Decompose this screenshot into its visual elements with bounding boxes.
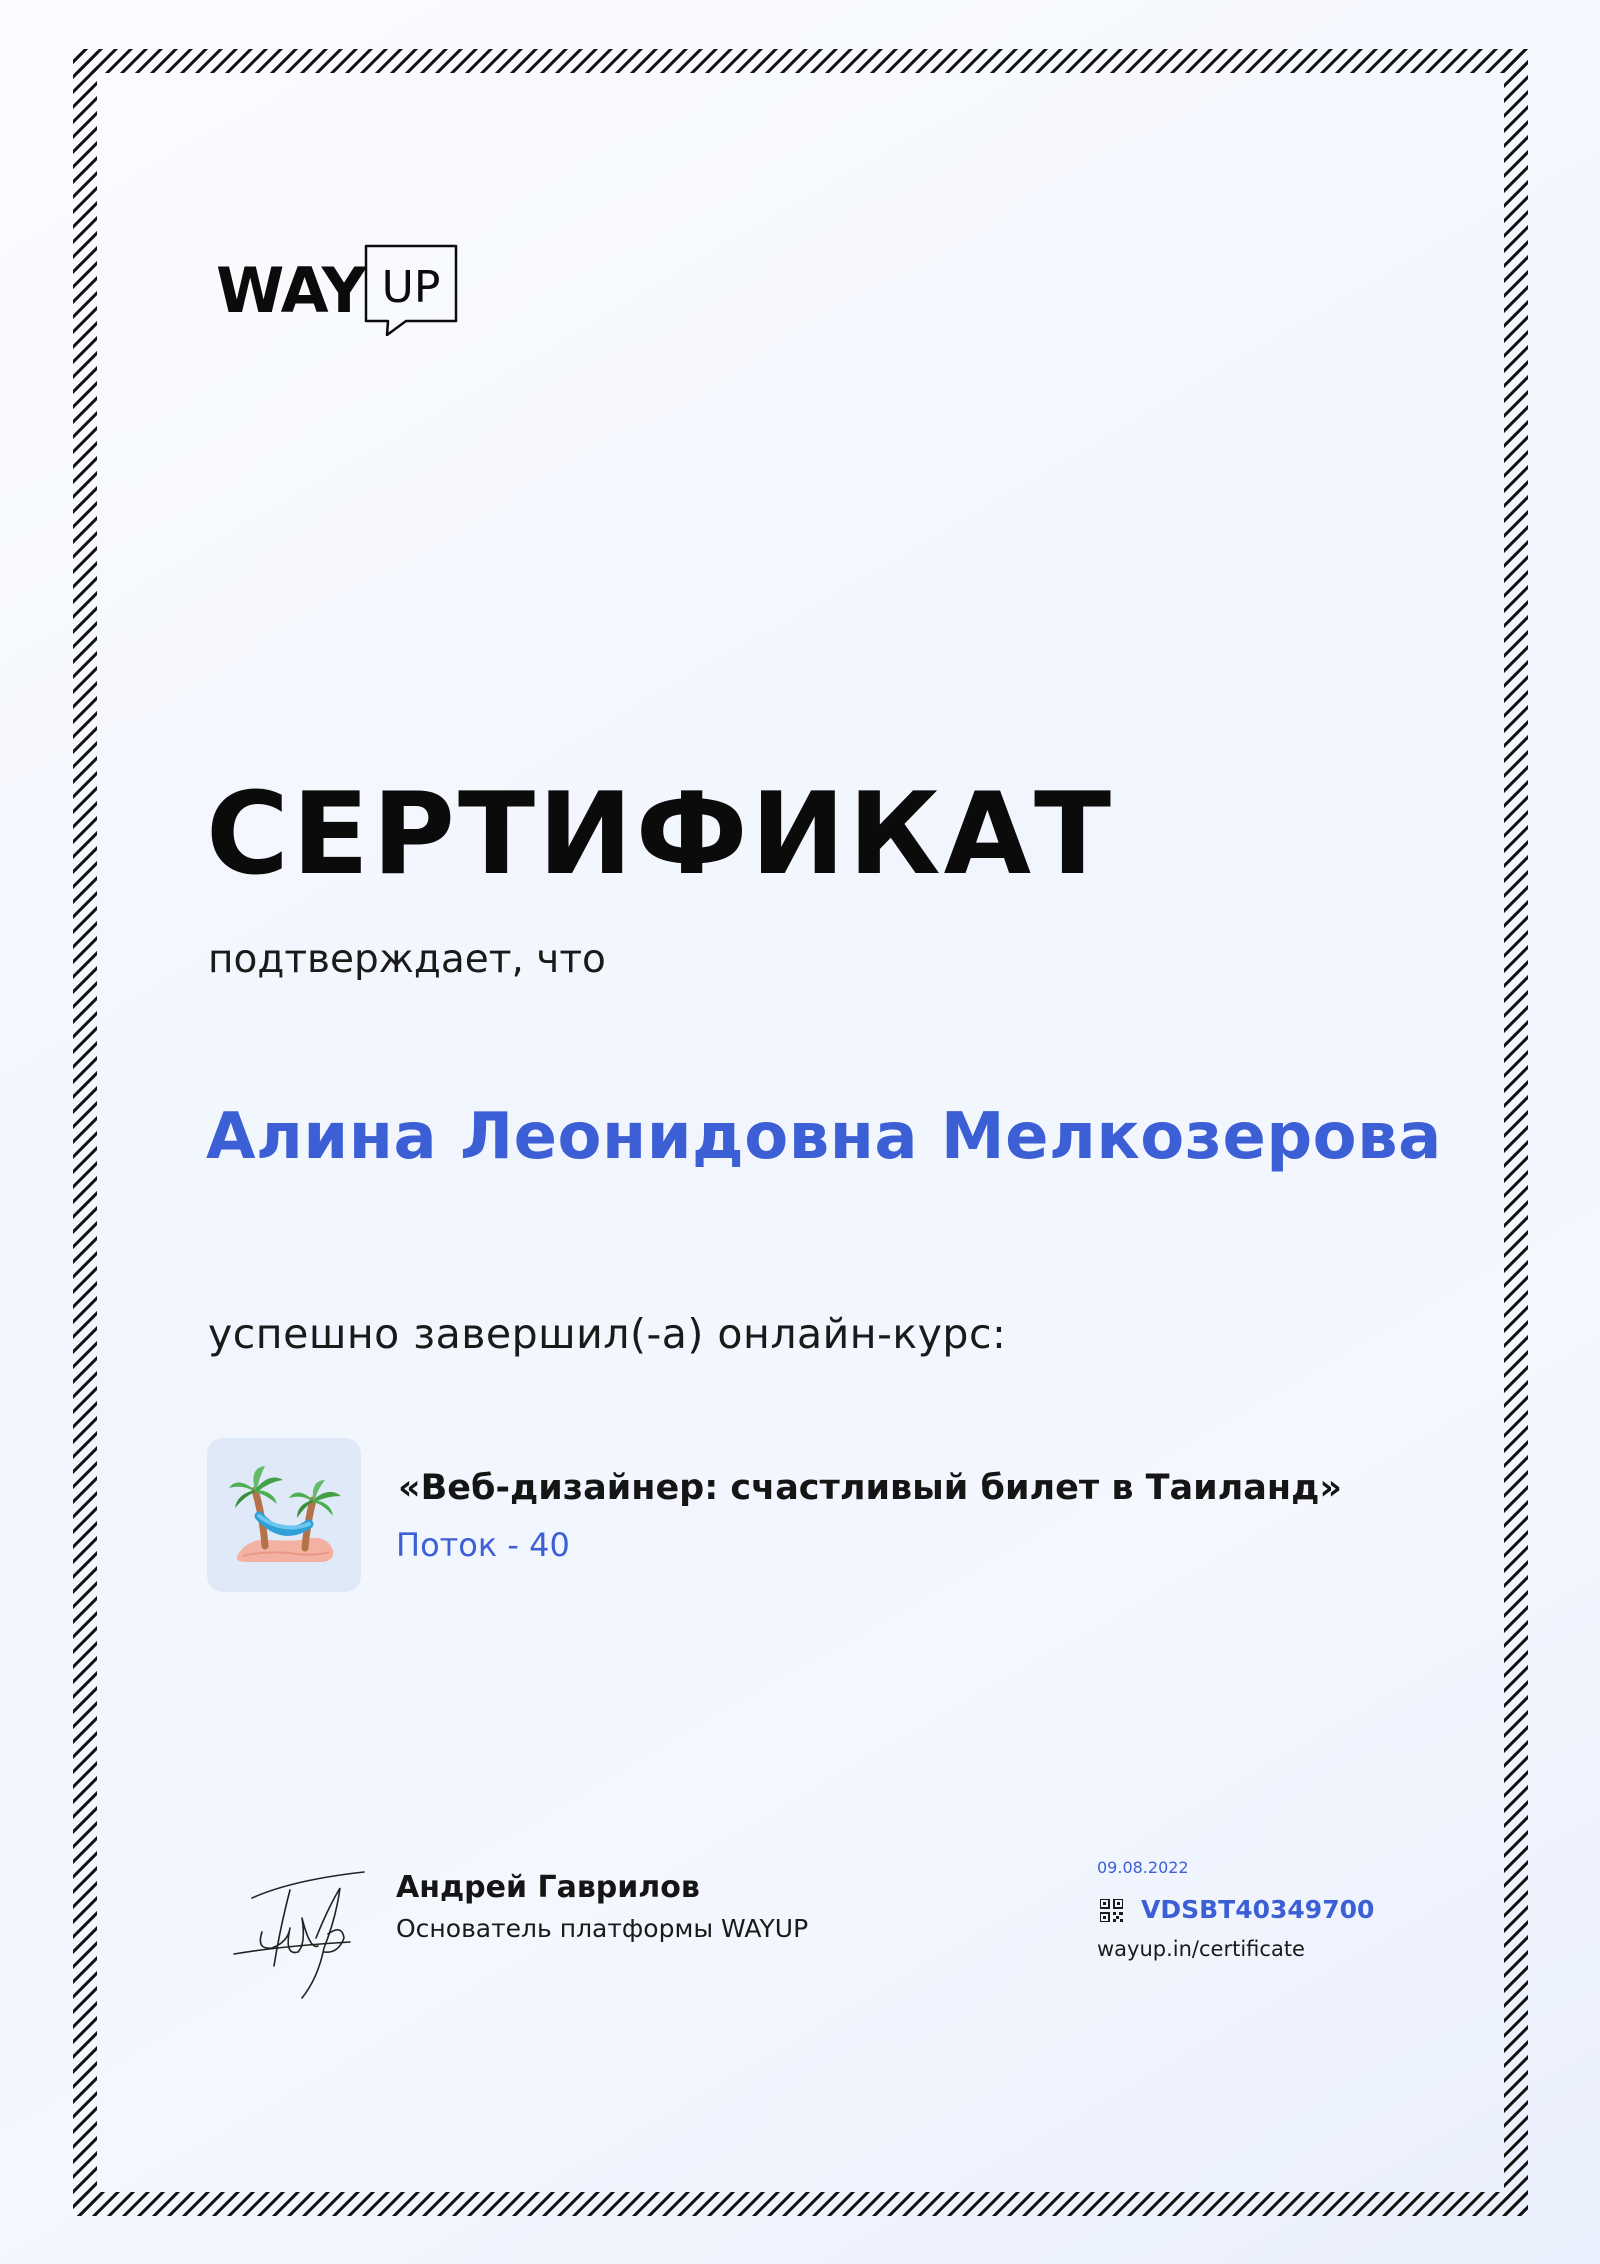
logo-word: WAY [216,254,366,327]
course-stream: Поток - 40 [396,1526,570,1564]
founder-name: Андрей Гаврилов [396,1870,700,1905]
confirms-text: подтверждает, что [208,937,606,982]
wayup-logo [216,244,461,336]
completed-text: успешно завершил(-а) онлайн-курс: [208,1310,1007,1358]
issue-date: 09.08.2022 [1097,1858,1189,1877]
logo-box-text: UP [381,262,441,313]
qr-code-icon [1100,1899,1123,1922]
founder-signature [232,1858,372,2006]
course-icon-tile [207,1438,361,1592]
recipient-name: Алина Леонидовна Мелкозерова [206,1100,1442,1174]
palm-trees-hammock-icon [207,1438,361,1592]
verification-url[interactable]: wayup.in/certificate [1097,1937,1305,1961]
certificate-id: VDSBT40349700 [1141,1895,1375,1924]
certificate-title: СЕРТИФИКАТ [206,768,1115,900]
course-title: «Веб-дизайнер: счастливый билет в Таиланд» [398,1468,1342,1508]
founder-role: Основатель платформы WAYUP [396,1914,809,1943]
